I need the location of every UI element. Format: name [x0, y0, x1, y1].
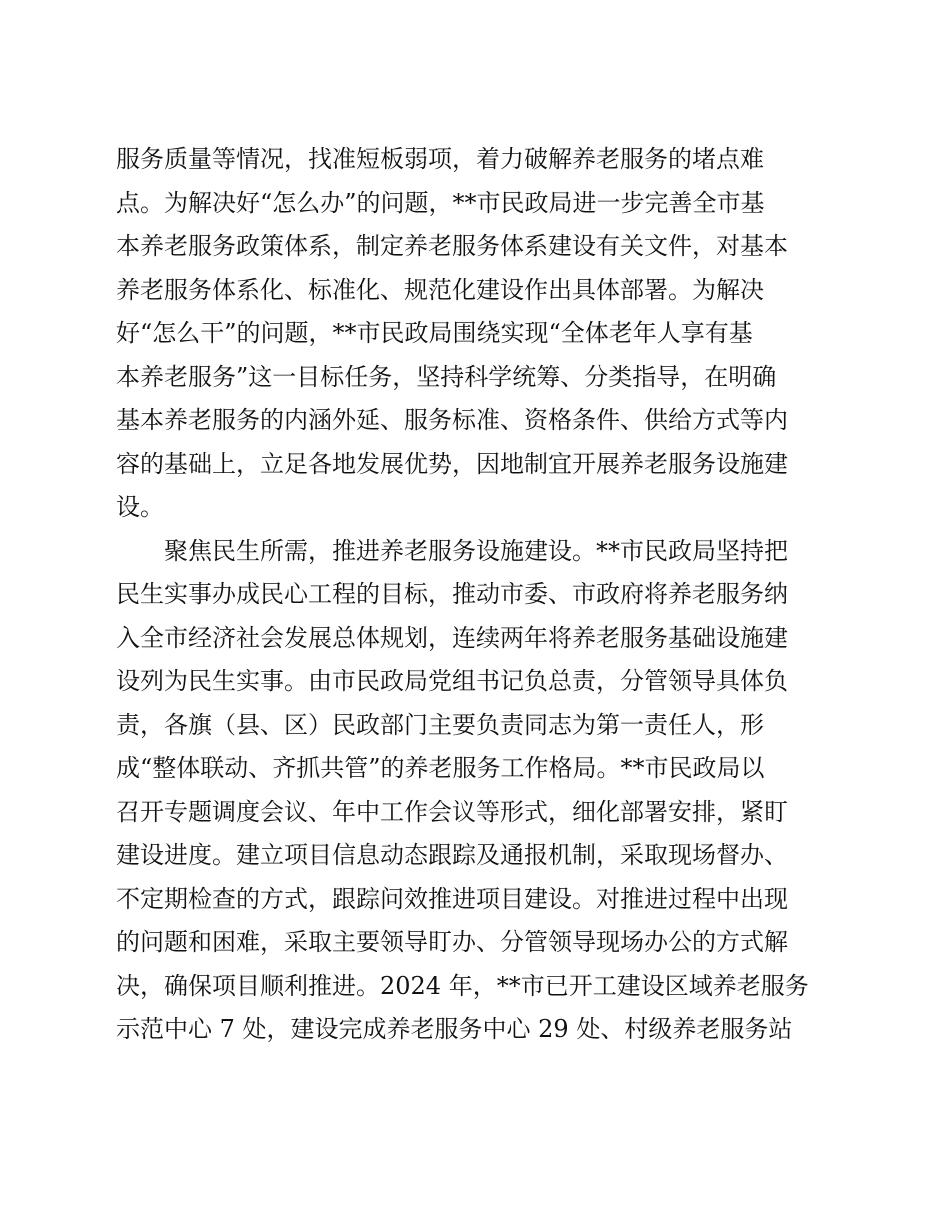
text-line: 示范中心 7 处，建设完成养老服务中心 29 处、村级养老服务站 [116, 1015, 793, 1043]
text-line: 基本养老服务的内涵外延、服务标准、资格条件、供给方式等内 [116, 406, 788, 434]
paragraph-start-line: 聚焦民生所需，推进养老服务设施建设。**市民政局坚持把 [164, 536, 788, 565]
text-line: 服务质量等情况，找准短板弱项，着力破解养老服务的堵点难 [116, 145, 764, 173]
text-line: 容的基础上，立足各地发展优势，因地制宜开展养老服务设施建 [116, 449, 788, 478]
text-line: 召开专题调度会议、年中工作会议等形式，细化部署安排，紧盯 [116, 797, 788, 826]
text-line: 设列为民生实事。由市民政局党组书记负总责，分管领导具体负 [116, 667, 788, 695]
text-line: 入全市经济社会发展总体规划，连续两年将养老服务基础设施建 [116, 623, 788, 652]
text-line: 本养老服务”这一目标任务，坚持科学统筹、分类指导，在明确 [116, 362, 777, 391]
text-line: 本养老服务政策体系，制定养老服务体系建设有关文件，对基本 [116, 232, 788, 260]
text-line: 决，确保项目顺利推进。2024 年，**市已开工建设区域养老服务 [116, 971, 809, 1000]
text-line: 成“整体联动、齐抓共管”的养老服务工作格局。**市民政局以 [116, 754, 765, 782]
text-line: 民生实事办成民心工程的目标，推动市委、市政府将养老服务纳 [116, 580, 788, 608]
text-line: 的问题和困难，采取主要领导盯办、分管领导现场办公的方式解 [116, 928, 788, 956]
text-line: 养老服务体系化、标准化、规范化建设作出具体部署。为解决 [116, 275, 764, 304]
text-line: 责，各旗（县、区）民政部门主要负责同志为第一责任人，形 [116, 710, 764, 739]
text-line: 好“怎么干”的问题，**市民政局围绕实现“全体老年人享有基 [116, 319, 753, 347]
text-line: 不定期检查的方式，跟踪问效推进项目建设。对推进过程中出现 [116, 884, 788, 913]
text-line: 设。 [116, 493, 164, 521]
body-text [116, 138, 836, 1052]
text-line: 建设进度。建立项目信息动态跟踪及通报机制，采取现场督办、 [116, 841, 788, 869]
text-line: 点。为解决好“怎么办”的问题，**市民政局进一步完善全市基 [116, 188, 765, 217]
